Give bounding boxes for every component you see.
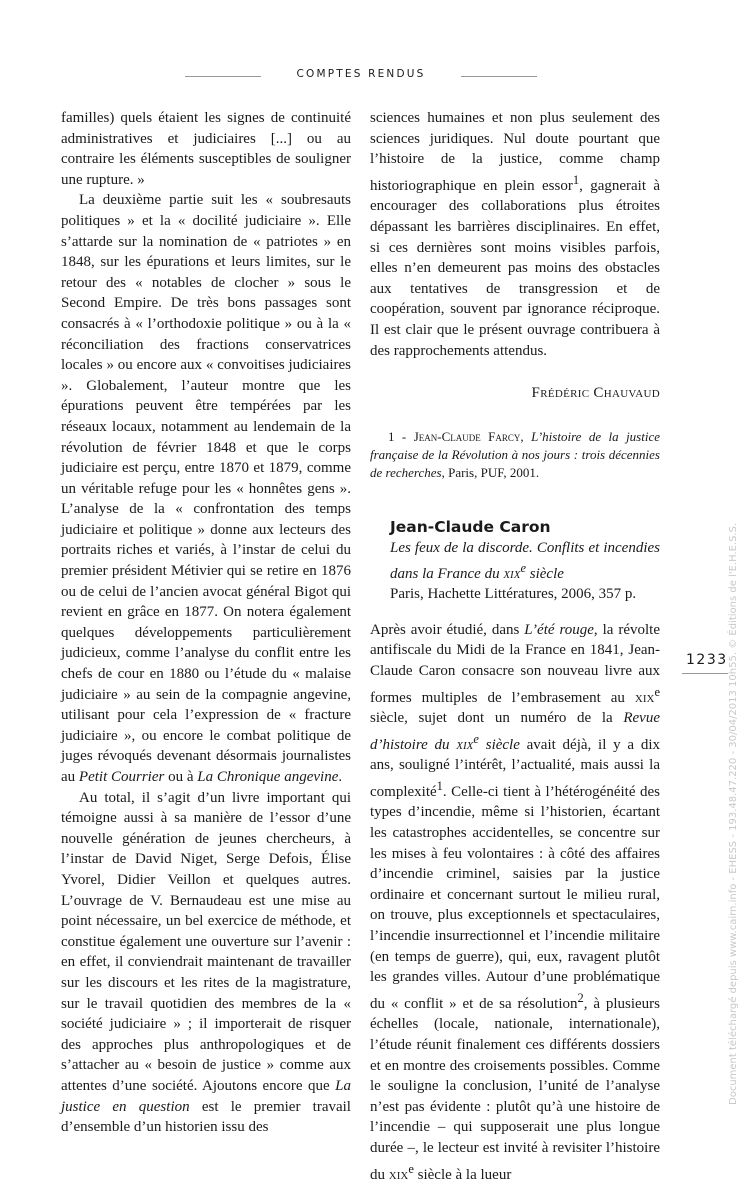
review-signature: Frédéric Chauvaud — [531, 385, 660, 402]
paragraph: Après avoir étudié, dans L’été rouge, la révolte antifiscale du Midi de la France en 1841, Jean-Claude Caron consacre son nouveau livre aux formes multiples de l’embrasement au xix$^e$ siècle, sujet dont un numéro de la Revue d’histoire du xix$^e$ siècle avait déjà, il y a dix ans, souligné l’intérêt, l’actualité, mais aussi la complexité$^1$. Celle-ci tient à l’hétérogénéité des types d’incendie, même si l’historien, écartant les catastrophes accidentelles, se concentre sur les mises à feu volontaires : à côté des affaires d’incendie criminel, saisies par la justice ordinaire et concernant surtout le milieu rural, on trouve, plus exceptionnels et spectaculaires, l’incendie insurrectionnel et l’incendie militaire (en temps de guerre), qui, eux, ravagent plutôt les grandes villes. Autour d’une problématique du « conflit » et de sa résolution$^2$, à plusieurs échelles (locale, nationale, internationale), l’étude réunit finalement ces différents dossiers et en montre des croisements possibles. Comme le souligne la conclusion, l’unité de l’analyse n’est pas évidente : plutôt qu’à une histoire de l’incendie – qui supposerait une plus longue durée –, le lecteur est invité à revisiter l’histoire du xix$^e$ siècle à la lueur — [370, 621, 660, 1183]
footnote-ref: 1 — [436, 778, 443, 793]
running-header — [0, 68, 754, 84]
footnote-ref: 1 — [572, 172, 580, 187]
review-book-title: Les feux de la discorde. Conflits et incendies dans la France du xix$^e$ siècle — [390, 539, 660, 582]
page-number: 1233 — [686, 652, 728, 668]
paragraph: familles) quels étaient les signes de continuité administratives et judiciaires [...] ou au contraire les éléments susceptibles de souligner une rupture. » — [61, 110, 351, 188]
review-heading — [370, 516, 660, 604]
download-watermark: Document téléchargé depuis www.cairn.info - EHESS - 193.48.47.220 - 30/04/2013 10h55. © Éditions de l'E.H.E.S.S. — [728, 522, 739, 1105]
left-column — [61, 108, 351, 1138]
footnote-ref: 2 — [577, 990, 584, 1005]
header-title: COMPTES RENDUS — [296, 68, 426, 80]
right-column — [370, 108, 660, 1185]
header-rule-left — [185, 76, 261, 77]
page-number-rule — [682, 673, 728, 674]
footnote: 1 - Jean-Claude Farcy, L’histoire de la justice française de la Révolution à nos jours : trois décennies de recherches, Paris, PUF, 2001. — [370, 428, 661, 480]
paragraph: La deuxième partie suit les « soubresauts politiques » et la « docilité judiciaire ». Elle s’attarde sur la nomination de « patriotes » en 1848, sur les épurations et leurs limites, sur le retour des « notables de clocher » sous le Second Empire. De très bons passages sont consacrés à « l’orthodoxie politique » ou à la « réconciliation des fractions conservatrices locales » ou encore aux « convoitises judiciaires ». Globalement, l’auteur montre que les épurations peuvent être tempérées par les réseaux locaux, notamment au lendemain de la révolution de février 1848 et que le corps judiciaire est perçu, entre 1870 et 1879, comme un véritable refuge pour les « honnêtes gens ». L’analyse de la « confrontation des temps judiciaire et politique » donne aux lecteurs des portraits riches et variés, à l’instar de celui du premier président Métivier qui se retire en 1876 ou de celui de l’ancien avocat général Bigot qui revient en grâce en 1877. On notera également quelques développements particulièrement judicieux, comme l’analyse du conflit entre les chefs de cour en 1880 ou l’étude du « malaise judiciaire » au sein de la compagnie angevine, utilisant pour cela l’expression de « fracture judiciaire », ou encore le combat politique de juges révoqués devenant désormais journalistes au Petit Courrier ou à La Chronique angevine. — [61, 192, 351, 785]
header-rule-right — [461, 76, 537, 77]
review-publisher: Paris, Hachette Littératures, 2006, 357 p. — [390, 585, 637, 602]
paragraph: sciences humaines et non plus seulement des sciences juridiques. Nul doute pourtant que l’histoire de la justice, comme champ historiographique en plein essor$^1$, gagnerait à encourager des collaborations plus étroites dépassant les barrières disciplinaires. En effet, si ces dernières sont moins visibles parfois, elles n’en demeurent pas moins des obstacles aux tentatives de transgression et de coopération, souvent par ignorance réciproque. Il est clair que le présent ouvrage contribuera à des rapprochements attendus. — [370, 110, 660, 359]
paragraph: Au total, il s’agit d’un livre important qui témoigne aussi à sa manière de l’essor d’une nouvelle génération de jeunes chercheurs, à l’instar de David Niget, Serge Defois, Élise Yvorel, Didier Veillon et quelques autres. L’ouvrage de V. Bernaudeau est une mise au point nécessaire, un bel exercice de méthode, et constitue également une ouverture sur l’avenir : en effet, il conviendrait maintenant de travailler sur les discours et les rites de la magistrature, sur le travail quotidien des membres de la « société judiciaire » ; il importerait de risquer des approches plus anthropologiques et de s’attacher au « besoin de justice » comme aux attentes d’une société. Ajoutons encore que La justice en question est le premier travail d’ensemble d’un historien issu des — [61, 789, 351, 1136]
review-author: Jean-Claude Caron — [390, 517, 551, 536]
